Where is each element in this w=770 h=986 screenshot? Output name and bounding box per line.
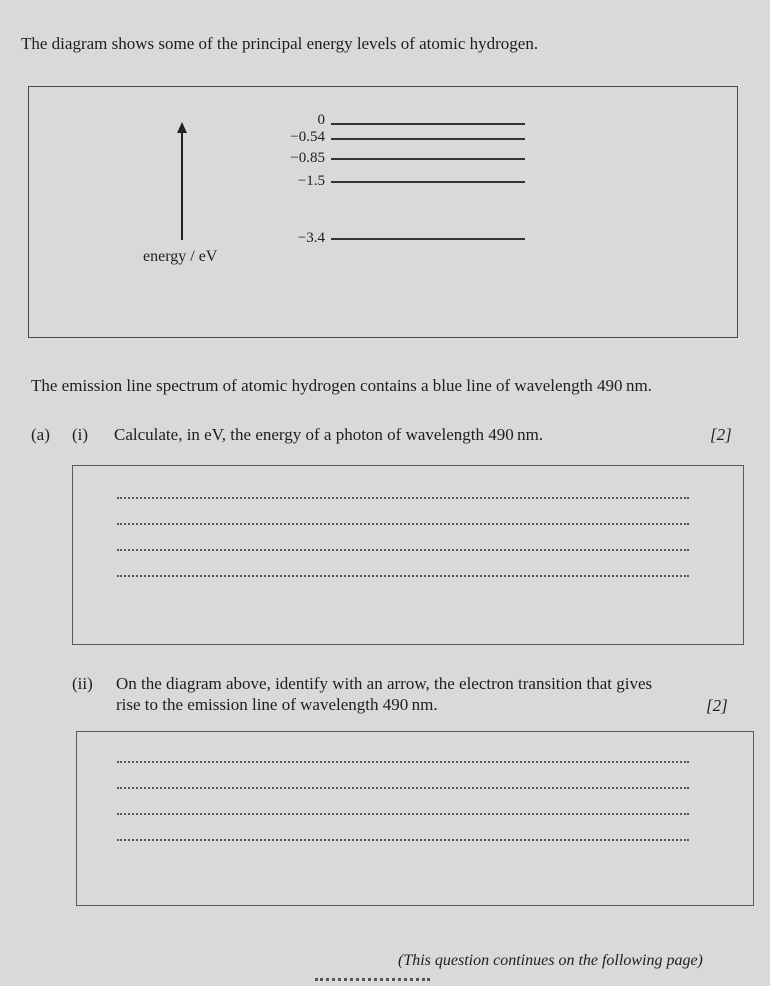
part-a-label: (a) [31,425,50,444]
level-line-085 [331,158,525,160]
part-a-i-label: (i) [72,425,89,444]
level-line-054 [331,138,525,140]
answer-line[interactable] [117,575,689,577]
answer-line[interactable] [117,549,689,551]
answer-line[interactable] [117,497,689,499]
part-a-ii-label: (ii) [72,674,93,693]
answer-line[interactable] [117,761,689,763]
level-label-085: −0.85 [290,150,325,166]
part-a-i-marks: [2] [710,425,732,444]
intro-text: The diagram shows some of the principal energy levels of atomic hydrogen. [21,34,539,53]
page-bottom-marks [315,978,430,986]
level-label-15: −1.5 [297,173,325,189]
answer-line[interactable] [117,787,689,789]
part-a-i-question: Calculate, in eV, the energy of a photon of wavelength 490 nm. [114,425,544,444]
answer-box-a-i[interactable] [72,465,744,645]
energy-axis [181,132,183,240]
answer-box-a-ii[interactable] [76,731,754,906]
answer-line[interactable] [117,523,689,525]
part-a-ii-marks: [2] [706,696,728,715]
level-label-054: −0.54 [290,129,325,145]
energy-axis-label: energy / eV [143,248,218,265]
level-line-0 [331,123,525,125]
level-label-0: 0 [317,112,325,128]
statement-text: The emission line spectrum of atomic hydrogen contains a blue line of wavelength 490 nm. [31,376,652,395]
level-line-15 [331,181,525,183]
answer-line[interactable] [117,839,689,841]
answer-line[interactable] [117,813,689,815]
part-a-ii-question-line1: On the diagram above, identify with an arrow, the electron transition that gives [116,674,653,693]
level-label-34: −3.4 [297,230,325,246]
part-a-ii-question-line2: rise to the emission line of wavelength 490 nm. [116,695,438,714]
level-line-34 [331,238,525,240]
continues-note: (This question continues on the following page) [398,952,703,969]
